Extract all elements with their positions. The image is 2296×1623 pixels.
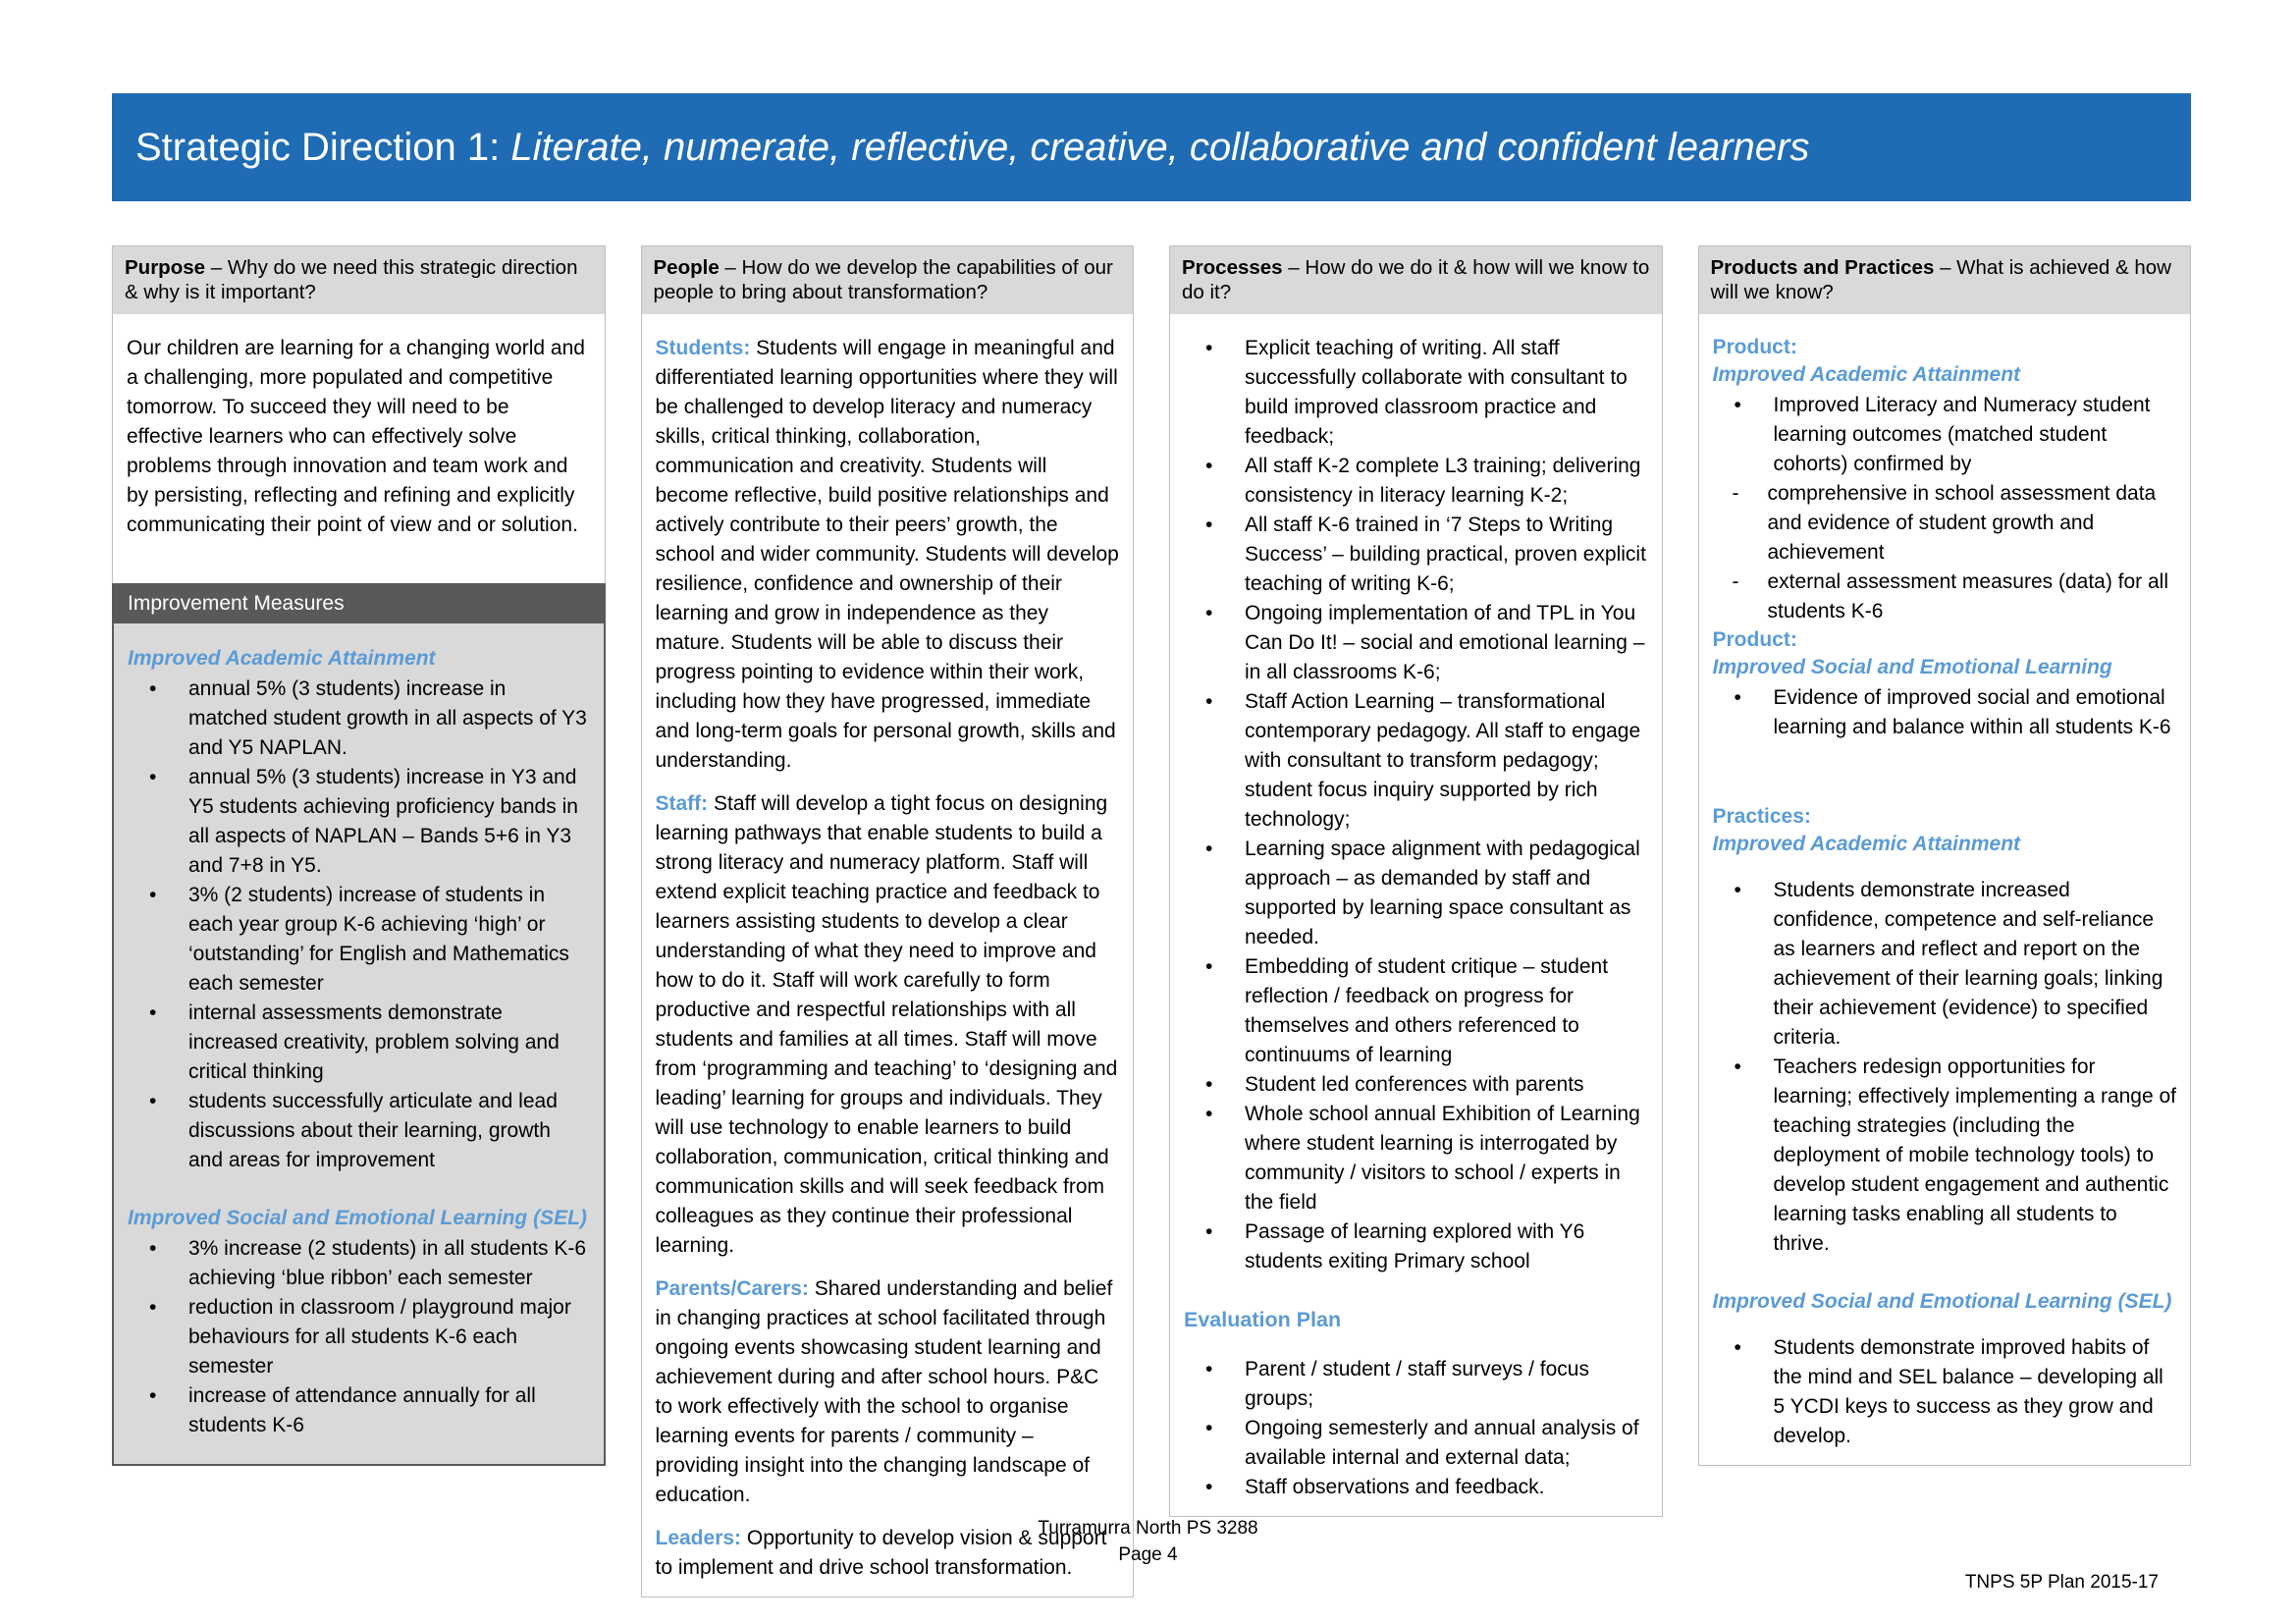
list-item: • Embedding of student critique – student reflection / feedback on progress for themselves and others referenced to continuums of learning (1184, 952, 1648, 1070)
purpose-paragraph: Our children are learning for a changing world and a challenging, more populated and competitive tomorrow. To succeed they will need to be effective learners who can effectively solve problems through innovation and team work and by persisting, reflecting and refining and explicitly communicating their point of view and or solution. (127, 337, 585, 536)
processes-header-title: Processes (1182, 256, 1283, 279)
processes-list (1184, 334, 1648, 1276)
products-body (1698, 313, 2192, 1466)
students-lead-label: Students: (655, 337, 751, 359)
product-heading-sel: Improved Social and Emotional Learning (1712, 656, 2112, 678)
leaders-text: Opportunity to develop vision & support to implement and drive school transformation. (655, 1527, 1107, 1579)
purpose-header (112, 245, 606, 313)
spacer (1713, 742, 2177, 803)
people-header-title: People (653, 256, 720, 279)
people-paragraph-staff (656, 789, 1120, 1261)
products-header-title: Products and Practices (1710, 256, 1935, 279)
list-item: • Students demonstrate improved habits of the mind and SEL balance – developing all 5 YCDI keys to success as they grow and develop. (1713, 1333, 2177, 1451)
processes-header-rest: – How do we do it & how will we know to do it? (1182, 256, 1650, 303)
list-item: • Passage of learning explored with Y6 students exiting Primary school (1184, 1217, 1648, 1276)
purpose-header-title: Purpose (125, 256, 206, 279)
spacer (1184, 1276, 1648, 1306)
spacer (1713, 860, 2177, 876)
list-item: • Teachers redesign opportunities for learning; effectively implementing a range of teaching strategies (including the deployment of mobile technology tools) to develop student engagement and authentic learning tasks enabling all students to thrive. (1713, 1053, 2177, 1259)
students-text: Students will engage in meaningful and differentiated learning opportunities where they will be challenged to develop literacy and numeracy skills, critical thinking, collaboration, communication and creativity. Students will become reflective, build positive relationships and actively contribute to their peers’ growth, the school and wider community. Students will develop resilience, confidence and ownership of their learning and grow in independence as they mature. Students will be able to discuss their progress pointing to evidence within their work, including how they have progressed, immediate and long-term goals for personal growth, skills and understanding. (655, 337, 1119, 772)
list-item: • internal assessments demonstrate increased creativity, problem solving and critical thinking (128, 999, 590, 1087)
staff-text: Staff will develop a tight focus on designing learning pathways that enable students to build a strong literacy and numeracy platform. Staff will extend explicit teaching practice and feedback to learners assisting students to develop a clear understanding of what they need to improve and how to do it. Staff will work carefully to form productive and respectful relationships with all students and families at all times. Staff will move from ‘programming and teaching’ to ‘designing and leading’ learning for groups and individuals. They will use technology to enable learners to build collaboration, communication, critical thinking and communication skills and will seek feedback from colleagues as they continue their professional learning. (655, 792, 1118, 1257)
list-item: • Learning space alignment with pedagogical approach – as demanded by staff and supported by learning space consultant as needed. (1184, 835, 1648, 952)
product-label-1: Product: (1712, 336, 1797, 358)
product-academic-list (1713, 391, 2177, 479)
columns-grid (112, 245, 2191, 1597)
list-item: • Staff observations and feedback. (1184, 1473, 1648, 1502)
sel-list (128, 1234, 590, 1440)
product-label-2: Product: (1712, 628, 1797, 651)
banner-title-subject: Literate, numerate, reflective, creative, collaborative and confident learners (510, 126, 1810, 169)
list-item: • increase of attendance annually for all students K-6 (128, 1381, 590, 1440)
evaluation-plan-list (1184, 1355, 1648, 1502)
purpose-header-text (125, 255, 594, 304)
purpose-body (112, 313, 606, 1466)
list-item: • All staff K-6 trained in ‘7 Steps to Writing Success’ – building practical, proven explicit teaching of writing K-6; (1184, 511, 1648, 599)
parents-text: Shared understanding and belief in changing practices at school facilitated through ongoing events showcasing student learning and achievement during and after school hours. P&C to work effectively with the school to organise learning events for parents / community – providing insight into the changing landscape of education. (655, 1277, 1113, 1506)
spacer (1713, 1318, 2177, 1333)
list-item: • 3% increase (2 students) in all students K-6 achieving ‘blue ribbon’ each semester (128, 1234, 590, 1293)
people-header (641, 245, 1135, 313)
product-heading-academic: Improved Academic Attainment (1712, 363, 2021, 386)
processes-body (1169, 313, 1663, 1517)
list-item: • Explicit teaching of writing. All staff successfully collaborate with consultant to build improved classroom practice and feedback; (1184, 334, 1648, 452)
list-item: - comprehensive in school assessment data and evidence of student growth and achievement (1713, 479, 2177, 568)
people-header-rest: – How do we develop the capabilities of our people to bring about transformation? (653, 256, 1113, 303)
spacer (127, 554, 591, 583)
staff-lead-label: Staff: (655, 792, 709, 815)
list-item: • students successfully articulate and lead discussions about their learning, growth and areas for improvement (128, 1087, 590, 1175)
list-item: • annual 5% (3 students) increase in matched student growth in all aspects of Y3 and Y5 NAPLAN. (128, 675, 590, 763)
footer-page-number: Page 4 (1118, 1544, 1178, 1565)
footer-center (0, 1515, 2296, 1568)
people-paragraph-parents (656, 1274, 1120, 1510)
practices-academic-list (1713, 876, 2177, 1259)
processes-header (1169, 245, 1663, 313)
spacer (1713, 1259, 2177, 1288)
purpose-header-rest: – Why do we need this strategic direction & why is it important? (125, 256, 578, 303)
people-header-text (654, 255, 1123, 304)
improvement-measures-body (114, 623, 604, 1464)
practices-sel-list (1713, 1333, 2177, 1451)
strategic-direction-banner (112, 93, 2191, 201)
list-item: • Parent / student / staff surveys / focus groups; (1184, 1355, 1648, 1414)
list-item: - external assessment measures (data) for all students K-6 (1713, 568, 2177, 626)
list-item: • Whole school annual Exhibition of Learning where student learning is interrogated by community / visitors to school / experts in the field (1184, 1100, 1648, 1217)
list-item: • reduction in classroom / playground major behaviours for all students K-6 each semester (128, 1293, 590, 1381)
processes-header-text (1182, 255, 1651, 304)
improvement-measures-bar: Improvement Measures (114, 583, 604, 623)
improvement-measures-block (112, 583, 606, 1466)
banner-title (135, 125, 1809, 170)
practices-heading-sel: Improved Social and Emotional Learning (SEL) (1712, 1290, 2172, 1313)
list-item: • Ongoing implementation of and TPL in You Can Do It! – social and emotional learning – in all classrooms K-6; (1184, 599, 1648, 687)
products-header (1698, 245, 2192, 313)
list-item: • Students demonstrate increased confidence, competence and self-reliance as learners and reflect and report on the achievement of their learning goals; linking their achievement (evidence) to specified criteria. (1713, 876, 2177, 1053)
column-products-practices (1698, 245, 2192, 1466)
banner-title-prefix: Strategic Direction 1: (135, 126, 511, 169)
list-item: • Evidence of improved social and emotional learning and balance within all students K-6 (1713, 683, 2177, 742)
list-item: • Staff Action Learning – transformational contemporary pedagogy. All staff to engage with consultant to transform pedagogy; student focus inquiry supported by rich technology; (1184, 687, 1648, 835)
list-item: • Student led conferences with parents (1184, 1070, 1648, 1100)
parents-lead-label: Parents/Carers: (655, 1277, 809, 1300)
practices-heading-academic: Improved Academic Attainment (1712, 833, 2021, 855)
list-item: • Improved Literacy and Numeracy student learning outcomes (matched student cohorts) confirmed by (1713, 391, 2177, 479)
practices-label: Practices: (1712, 805, 1811, 828)
column-purpose (112, 245, 606, 1465)
list-item: • All staff K-2 complete L3 training; delivering consistency in literacy learning K-2; (1184, 452, 1648, 511)
leaders-lead-label: Leaders: (655, 1527, 742, 1549)
products-header-rest: – What is achieved & how will we know? (1710, 256, 2171, 303)
list-item: • 3% (2 students) increase of students in each year group K-6 achieving ‘high’ or ‘outstanding’ for English and Mathematics each semester (128, 881, 590, 999)
list-item: • Ongoing semesterly and annual analysis of available internal and external data; (1184, 1414, 1648, 1473)
people-body (641, 313, 1135, 1597)
column-people (641, 245, 1135, 1597)
academic-attainment-list (128, 675, 590, 1175)
footer-plan-label: TNPS 5P Plan 2015-17 (1964, 1572, 2159, 1593)
product-sel-list (1713, 683, 2177, 742)
evaluation-plan-heading: Evaluation Plan (1184, 1308, 1342, 1331)
academic-attainment-heading: Improved Academic Attainment (128, 647, 436, 670)
products-header-text (1711, 255, 2180, 304)
footer-school-name: Turramurra North PS 3288 (1038, 1518, 1258, 1539)
sel-heading: Improved Social and Emotional Learning (SEL) (128, 1207, 587, 1229)
list-item: • annual 5% (3 students) increase in Y3 and Y5 students achieving proficiency bands in all aspects of NAPLAN – Bands 5+6 in Y3 and 7+8 in Y5. (128, 763, 590, 881)
column-processes (1169, 245, 1663, 1517)
spacer (128, 1175, 590, 1205)
people-paragraph-students (656, 334, 1120, 776)
product-academic-sublist (1713, 479, 2177, 626)
